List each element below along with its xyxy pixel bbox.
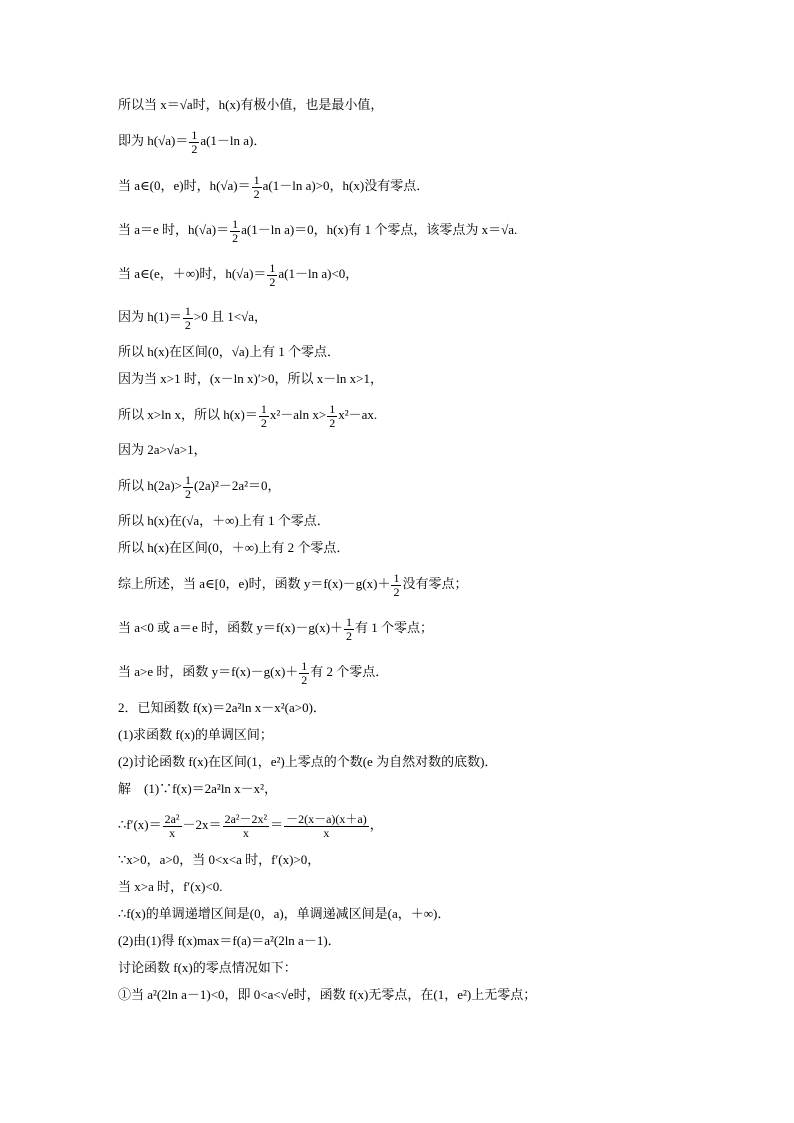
text-segment: 有 2 个零点． [310,664,389,679]
text-line-16 [118,655,388,689]
fraction-denominator: x [169,825,176,840]
fraction-numerator: 1 [232,216,239,231]
text-segment: 所以 h(2a)> [118,478,183,493]
fraction-numerator: 1 [184,303,191,318]
text-line-10: 因为 2a>√a>1， [118,442,207,457]
text-segment: 当 a∈(0，e)时，h(√a)＝ [118,178,251,193]
fraction-numerator: 1 [329,401,336,416]
fraction-denominator: 2 [185,486,192,501]
text-line-14 [118,567,467,601]
fraction-numerator: 2a²－2x² [224,811,268,826]
text-segment: (2a)²－2a²＝0， [194,478,281,493]
fraction-denominator: 2 [269,274,276,289]
text-line-12: 所以 h(x)在(√a，＋∞)上有 1 个零点． [118,513,330,528]
fraction-numerator: 2a² [164,811,180,826]
text-line-21 [118,808,383,842]
fraction-numerator: 1 [185,472,192,487]
text-line-23: 当 x>a 时，f′(x)<0. [118,879,223,894]
text-line-26: 讨论函数 f(x)的零点情况如下： [118,960,297,975]
fraction [252,174,262,201]
fraction [299,660,309,687]
text-line-19: (2)讨论函数 f(x)在区间(1，e²)上零点的个数(e 为自然对数的底数)． [118,754,498,769]
text-segment: 当 a>e 时，函数 y＝f(x)－g(x)＋ [118,664,299,679]
text-line-15 [118,611,433,645]
fraction-denominator: 2 [260,415,267,430]
fraction-denominator: x [242,825,249,840]
text-segment: ＝ [270,817,284,832]
text-line-22: ∵x>0，a>0，当 0<x<a 时，f′(x)>0， [118,852,321,867]
text-line-1: 所以当 x＝√a时，h(x)有极小值，也是最小值， [118,97,384,112]
fraction-numerator: 1 [301,658,308,673]
fraction [284,813,369,840]
fraction [391,572,401,599]
fraction-denominator: 2 [253,186,260,201]
text-line-7: 所以 h(x)在区间(0，√a)上有 1 个零点． [118,344,340,359]
text-line-18: (1)求函数 f(x)的单调区间； [118,727,273,742]
text-segment: 综上所述，当 a∈[0，e)时，函数 y＝f(x)－g(x)＋ [118,576,391,591]
text-segment: a(1－ln a)<0， [278,266,359,281]
fraction-numerator: 1 [191,127,198,142]
fraction-numerator: 1 [346,614,353,629]
fraction-denominator: 2 [301,672,308,687]
fraction-denominator: 2 [346,628,353,643]
fraction [223,813,270,840]
text-segment: 当 a∈(e，＋∞)时，h(√a)＝ [118,266,267,281]
text-line-20: 解 (1)∵f(x)＝2a²ln x－x²， [118,781,278,796]
text-segment: ∴f′(x)＝ [118,817,162,832]
text-segment: >0 且 1<√a， [193,309,267,324]
fraction [267,262,277,289]
text-segment: 当 a＝e 时，h(√a)＝ [118,222,230,237]
fraction-numerator: 1 [393,570,400,585]
text-segment: 没有零点； [402,576,468,591]
text-line-9 [118,398,377,432]
text-segment: 当 a<0 或 a＝e 时，函数 y＝f(x)－g(x)＋ [118,620,344,635]
fraction [163,813,182,840]
fraction [344,616,354,643]
text-segment: －2x＝ [182,817,222,832]
fraction-denominator: 2 [393,584,400,599]
fraction [183,305,193,332]
text-segment: a(1－ln a)>0，h(x)没有零点． [262,178,430,193]
text-segment: a(1－ln a)． [200,133,267,148]
text-line-6 [118,300,267,334]
fraction-numerator: －2(x－a)(x＋a) [286,811,367,826]
text-line-2 [118,124,266,158]
fraction-numerator: 1 [269,260,276,275]
text-line-5 [118,257,358,291]
text-line-25: (2)由(1)得 f(x)max＝f(a)＝a²(2ln a－1)． [118,933,341,948]
text-segment: x²－aln x> [269,407,327,422]
fraction-numerator: 1 [260,401,267,416]
text-segment: 有 1 个零点； [355,620,434,635]
text-segment: 因为 h(1)＝ [118,309,182,324]
fraction [183,474,193,501]
text-segment: 即为 h(√a)＝ [118,133,189,148]
text-line-8: 因为当 x>1 时，(x－ln x)′>0，所以 x－ln x>1， [118,371,383,386]
text-line-4 [118,213,517,247]
text-segment: x²－ax. [338,407,378,422]
fraction-denominator: 2 [232,230,239,245]
fraction-denominator: 2 [329,415,336,430]
text-line-27: ①当 a²(2ln a－1)<0，即 0<a<√e时，函数 f(x)无零点，在(1，e²)上无零点； [118,987,537,1002]
fraction-denominator: 2 [191,141,198,156]
text-segment: a(1－ln a)＝0，h(x)有 1 个零点，该零点为 x＝√a. [241,222,518,237]
fraction-denominator: 2 [184,317,191,332]
fraction [259,403,269,430]
text-line-17: 2．已知函数 f(x)＝2a²ln x－x²(a>0)． [118,700,326,715]
text-segment: 所以 x>ln x，所以 h(x)＝ [118,407,258,422]
text-line-24: ∴f(x)的单调递增区间是(0，a)，单调递减区间是(a，＋∞)． [118,906,451,921]
fraction [327,403,337,430]
fraction [189,129,199,156]
text-line-11 [118,469,281,503]
fraction-denominator: x [323,825,330,840]
fraction-numerator: 1 [253,172,260,187]
text-segment: ， [369,817,383,832]
text-line-3 [118,169,429,203]
text-line-13: 所以 h(x)在区间(0，＋∞)上有 2 个零点． [118,540,350,555]
fraction [230,218,240,245]
